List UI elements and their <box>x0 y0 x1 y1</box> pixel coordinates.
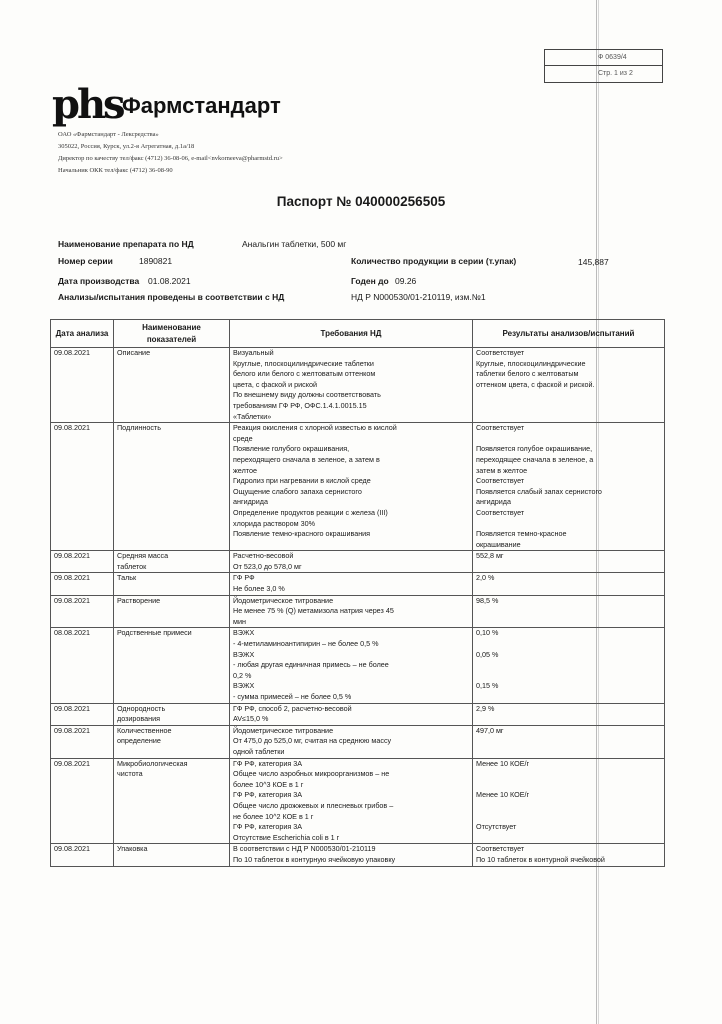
nd-value: НД Р N000530/01-210119, изм.№1 <box>351 292 486 302</box>
row-date: 09.08.2021 <box>51 844 114 866</box>
company-address: 305022, Россия, Курск, ул.2-я Агрегатная, д.1а/18 <box>58 143 195 150</box>
table-row <box>51 551 665 573</box>
series-label: Номер серии <box>58 256 113 266</box>
series-value: 1890821 <box>139 256 173 266</box>
production-date-label: Дата производства <box>58 276 140 286</box>
row-requirements: ГФ РФ Не более 3,0 % <box>230 573 473 595</box>
row-name: Подлинность <box>114 423 230 551</box>
row-requirements: ВЭЖХ - 4-метиламиноантипирин – не более 0,5 % ВЭЖХ - любая другая единичная примесь – не более 0,2 % ВЭЖХ - сумма примесей – не более 0,5 % <box>230 628 473 703</box>
row-name: Средняя масса таблеток <box>114 551 230 573</box>
row-name: Тальк <box>114 573 230 595</box>
drug-label: Наименование препарата по НД <box>58 239 194 249</box>
page-number: Стр. 1 из 2 <box>598 70 633 77</box>
page-title: Паспорт № 040000256505 <box>276 194 446 209</box>
row-date: 09.08.2021 <box>51 703 114 725</box>
analysis-table <box>50 319 665 867</box>
row-date: 08.08.2021 <box>51 628 114 703</box>
row-results: 98,5 % <box>473 595 665 628</box>
row-name: Растворение <box>114 595 230 628</box>
row-date: 09.08.2021 <box>51 725 114 758</box>
row-results: Соответствует Появляется голубое окрашивание, переходящее сначала в зеленое, а затем в желтое Соответствует Появляется слабый запах сернистого ангидрида Соответствует Появляется темно-красное окрашивание <box>473 423 665 551</box>
quality-director-contact: Директор по качеству тел/факс (4712) 36-08-06, e-mail<nvkorneeva@pharmstd.ru> <box>58 155 283 162</box>
row-requirements: В соответствии с НД Р N000530/01-210119 По 10 таблеток в контурную ячейковую упаковку <box>230 844 473 866</box>
valid-until-value: 09.26 <box>395 276 417 286</box>
row-name: Упаковка <box>114 844 230 866</box>
form-code-box <box>544 49 663 83</box>
row-name: Родственные примеси <box>114 628 230 703</box>
row-name: Однородность дозирования <box>114 703 230 725</box>
form-code: Ф 0639/4 <box>545 50 662 66</box>
row-results: 2,0 % <box>473 573 665 595</box>
row-results: 2,9 % <box>473 703 665 725</box>
table-row <box>51 725 665 758</box>
col-name: Наименование показателей <box>114 320 230 348</box>
qc-head-contact: Начальник ОКК тел/факс (4712) 36-08-90 <box>58 167 173 174</box>
col-date: Дата анализа <box>51 320 114 348</box>
qty-label: Количество продукции в серии (т.упак) <box>351 256 517 266</box>
row-date: 09.08.2021 <box>51 423 114 551</box>
row-name: Микробиологическая чистота <box>114 758 230 844</box>
row-results: Соответствует Круглые, плоскоцилиндрические таблетки белого с желтоватым оттенком цвета, с фаской и риской. <box>473 348 665 423</box>
qty-value: 145,887 <box>578 257 609 267</box>
valid-until-label: Годен до <box>351 276 389 286</box>
row-date: 09.08.2021 <box>51 573 114 595</box>
row-results: Соответствует По 10 таблеток в контурной ячейковой <box>473 844 665 866</box>
row-date: 09.08.2021 <box>51 551 114 573</box>
row-requirements: Йодометрическое титрование От 475,0 до 525,0 мг, считая на среднюю массу одной таблетки <box>230 725 473 758</box>
nd-label: Анализы/испытания проведены в соответствии с НД <box>58 292 285 302</box>
table-row <box>51 758 665 844</box>
logo-mark: phs <box>52 81 123 128</box>
row-requirements: Расчетно-весовой От 523,0 до 578,0 мг <box>230 551 473 573</box>
row-date: 09.08.2021 <box>51 595 114 628</box>
company-name: ОАО «Фармстандарт - Лексредства» <box>58 131 159 138</box>
company-logo <box>52 81 281 128</box>
row-name: Количественное определение <box>114 725 230 758</box>
row-date: 09.08.2021 <box>51 348 114 423</box>
table-row <box>51 348 665 423</box>
table-row <box>51 628 665 703</box>
table-row <box>51 423 665 551</box>
row-results: Менее 10 КОЕ/г Менее 10 КОЕ/г Отсутствует <box>473 758 665 844</box>
row-results: 0,10 % 0,05 % 0,15 % <box>473 628 665 703</box>
table-row <box>51 573 665 595</box>
row-name: Описание <box>114 348 230 423</box>
row-requirements: Визуальный Круглые, плоскоцилиндрические таблетки белого или белого с желтоватым оттенком цвета, с фаской и риской По внешнему виду должны соответствовать требованиям ГФ РФ, ОФС.1.4.1.0015.15 «Таблетки» <box>230 348 473 423</box>
table-row <box>51 844 665 866</box>
table-header-row <box>51 320 665 348</box>
table-row <box>51 703 665 725</box>
row-requirements: ГФ РФ, категория 3А Общее число аэробных микроорганизмов – не более 10^3 КОЕ в 1 г ГФ РФ, категория 3А Общее число дрожжевых и плесневых грибов – не более 10^2 КОЕ в 1 г ГФ РФ, категория 3А Отсутствие Escherichia coli в 1 г <box>230 758 473 844</box>
row-requirements: Йодометрическое титрование Не менее 75 % (Q) метамизола натрия через 45 мин <box>230 595 473 628</box>
row-date: 09.08.2021 <box>51 758 114 844</box>
col-results: Результаты анализов/испытаний <box>473 320 665 348</box>
row-results: 497,0 мг <box>473 725 665 758</box>
table-body <box>51 348 665 867</box>
production-date-value: 01.08.2021 <box>148 276 191 286</box>
drug-value: Анальгин таблетки, 500 мг <box>242 239 347 249</box>
logo-brand: Фармстандарт <box>122 93 281 118</box>
row-requirements: Реакция окисления с хлорной известью в кислой среде Появление голубого окрашивания, переходящего сначала в зеленое, а затем в желтое Гидролиз при нагревании в кислой среде Ощущение слабого запаха сернистого ангидрида Определение продуктов реакции с железа (III) хлорида раствором 30% Появление темно-красного окрашивания <box>230 423 473 551</box>
col-requirements: Требования НД <box>230 320 473 348</box>
row-results: 552,8 мг <box>473 551 665 573</box>
row-requirements: ГФ РФ, способ 2, расчетно-весовой AV≤15,0 % <box>230 703 473 725</box>
table-row <box>51 595 665 628</box>
